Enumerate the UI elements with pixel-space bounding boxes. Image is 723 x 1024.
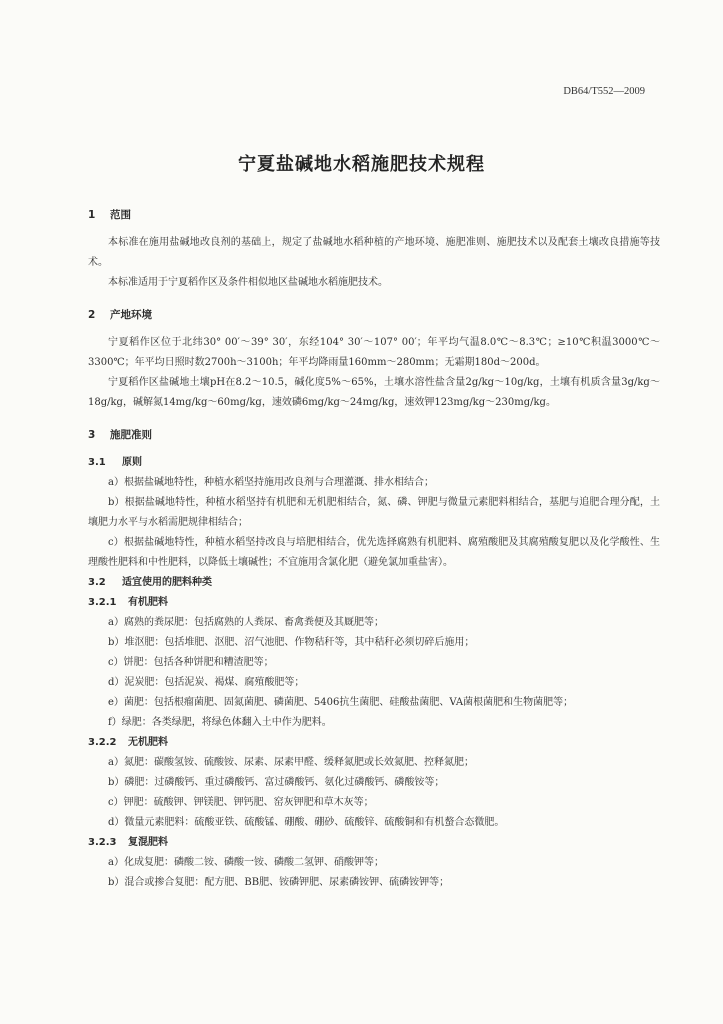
subsection-number: 3.2.3 [88,837,117,848]
list-item: e）菌肥：包括根瘤菌肥、固氮菌肥、磷菌肥、5406抗生菌肥、硅酸盐菌肥、VA菌根菌肥和生物菌肥等； [108,697,574,708]
subsection-title: 复混肥料 [128,837,168,848]
list-item: b）磷肥：过磷酸钙、重过磷酸钙、富过磷酸钙、氨化过磷酸钙、磷酸铵等； [108,777,445,788]
paragraph: 宁夏稻作区位于北纬30° 00′～39° 30′，东经104° 30′～107° 00′；年平均气温8.0℃～8.3℃；≥10℃积温3000℃～3300℃；年平均日照时数2700h～3100h；年平均降雨量160mm～280mm；无霜期180d～200d。 [88,337,660,368]
list-item: a）氮肥：碳酸氢铵、硫酸铵、尿素、尿素甲醛、缓释氮肥或长效氮肥、控释氮肥； [108,757,474,768]
section-number: 1 [88,209,96,221]
subsection-heading-3-2 [88,573,660,593]
section-title: 产地环境 [110,309,152,321]
list-item: a）腐熟的粪尿肥：包括腐熟的人粪尿、畜禽粪便及其厩肥等； [108,617,384,628]
list-item: c）根据盐碱地特性，种植水稻坚持改良与培肥相结合，优先选择腐熟有机肥料、腐殖酸肥及其腐殖酸复肥以及化学酸性、生理酸性肥料和中性肥料，以降低土壤碱性；不宜施用含氯化肥（避免氯加重盐害）。 [88,537,660,568]
subsection-heading-3-2-2 [88,733,660,753]
list-item: d）微量元素肥料：硫酸亚铁、硫酸锰、硼酸、硼砂、硫酸锌、硫酸铜和有机螯合态微肥。 [108,817,505,828]
subsection-number: 3.1 [88,457,106,468]
subsection-title: 原则 [122,457,142,468]
subsection-number: 3.2.2 [88,737,117,748]
list-item: b）堆沤肥：包括堆肥、沤肥、沼气池肥、作物秸秆等，其中秸秆必须切碎后施用； [108,637,475,648]
subsection-title: 有机肥料 [128,597,168,608]
list-item: f）绿肥：各类绿肥，将绿色体翻入土中作为肥料。 [108,717,332,728]
subsection-number: 3.2.1 [88,597,117,608]
standard-code: DB64/T552—2009 [563,86,645,97]
section-number: 3 [88,429,96,441]
list-item: d）泥炭肥：包括泥炭、褐煤、腐殖酸肥等； [108,677,305,688]
list-item: a）根据盐碱地特性，种植水稻坚持施用改良剂与合理灌溉、排水相结合； [108,477,434,488]
document-body [88,205,660,893]
section-number: 2 [88,309,96,321]
section-heading-1 [88,205,660,225]
section-title: 施肥准则 [110,429,152,441]
paragraph: 宁夏稻作区盐碱地土壤pH在8.2～10.5，碱化度5%～65%，土壤水溶性盐含量2g/kg～10g/kg，土壤有机质含量3g/kg～18g/kg，碱解氮14mg/kg～60mg/kg，速效磷6mg/kg～24mg/kg，速效钾123mg/kg～230mg/kg。 [88,377,660,408]
section-title: 范围 [110,209,131,221]
document-title: 宁夏盐碱地水稻施肥技术规程 [238,154,485,175]
list-item: b）根据盐碱地特性，种植水稻坚持有机肥和无机肥相结合，氮、磷、钾肥与微量元素肥料相结合，基肥与追肥合理分配，土壤肥力水平与水稻需肥规律相结合； [88,497,660,528]
paragraph: 本标准适用于宁夏稻作区及条件相似地区盐碱地水稻施肥技术。 [108,277,388,288]
subsection-title: 无机肥料 [128,737,168,748]
list-item: a）化成复肥：磷酸二铵、磷酸一铵、磷酸二氢钾、硝酸钾等； [108,857,384,868]
list-item: c）钾肥：硫酸钾、钾镁肥、钾钙肥、窑灰钾肥和草木灰等； [108,797,374,808]
list-item: b）混合或掺合复肥：配方肥、BB肥、铵磷钾肥、尿素磷铵钾、硫磷铵钾等； [108,877,450,888]
section-heading-2 [88,305,660,325]
paragraph: 本标准在施用盐碱地改良剂的基础上，规定了盐碱地水稻种植的产地环境、施肥准则、施肥技术以及配套土壤改良措施等技术。 [88,237,660,268]
subsection-title: 适宜使用的肥料种类 [122,577,212,588]
subsection-number: 3.2 [88,577,106,588]
list-item: c）饼肥：包括各种饼肥和糟渣肥等； [108,657,274,668]
subsection-heading-3-2-1 [88,593,660,613]
subsection-heading-3-1 [88,453,660,473]
subsection-heading-3-2-3 [88,833,660,853]
section-heading-3 [88,425,660,445]
